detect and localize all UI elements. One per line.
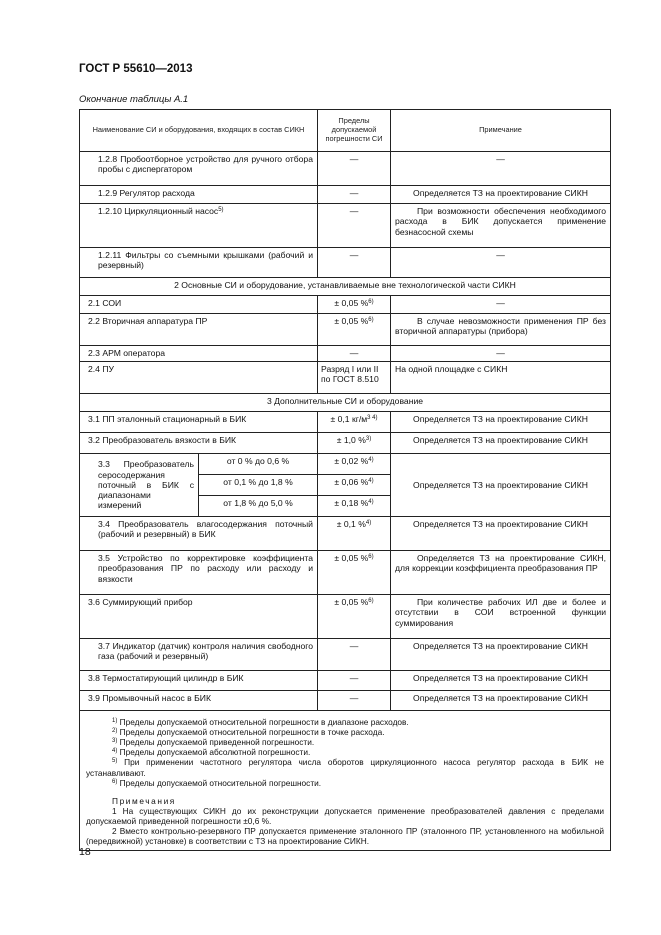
- row-note: В случае невозможности применения ПР без вторичной аппаратуры (прибора): [391, 314, 611, 346]
- table-row: [80, 691, 611, 711]
- table-row: [80, 412, 611, 433]
- table-row: [80, 362, 611, 394]
- row-limit: ± 0,05 %$^{6)}$: [318, 551, 391, 595]
- table-row: [80, 639, 611, 671]
- section-row: [80, 278, 611, 296]
- row-note: —: [391, 248, 611, 278]
- row-limit: —: [318, 204, 391, 248]
- note-item: 2 Вместо контрольно-резервного ПР допускается применение эталонного ПР (эталонного ПР, установленного на мобильной (передвижной) установке) в соответствии с ТЗ на проектирование СИКН.: [86, 826, 604, 847]
- row-limit: ± 0,05 %$^{6)}$: [318, 314, 391, 346]
- footnote: $^{6)}$ Пределы допускаемой относительной погрешности.: [112, 777, 322, 788]
- footnotes-cell: [80, 711, 611, 851]
- row-note: Определяется ТЗ на проектирование СИКН: [391, 671, 611, 691]
- row-note: На одной площадке с СИКН: [391, 362, 611, 394]
- row-limit: ± 0,05 %$^{6)}$: [318, 595, 391, 639]
- row-note: Определяется ТЗ на проектирование СИКН: [391, 639, 611, 671]
- section-title: 3 Дополнительные СИ и оборудование: [80, 394, 611, 412]
- row-name: 3.7 Индикатор (датчик) контроля наличия свободного газа (рабочий и резервный): [80, 639, 318, 671]
- note-item: 1 На существующих СИКН до их реконструкции допускается применение преобразователей давления с пределами допускаемой приведенной погрешности ±0,6 %.: [86, 805, 604, 826]
- row-name: 2.4 ПУ: [80, 362, 318, 394]
- row-limit: ± 0,02 %$^{4)}$: [318, 454, 391, 475]
- table-row: [80, 248, 611, 278]
- footnote: $^{1)}$ Пределы допускаемой относительной погрешности в диапазоне расходов.: [112, 717, 409, 727]
- row-note: Определяется ТЗ на проектирование СИКН: [391, 412, 611, 433]
- table-row: [80, 314, 611, 346]
- row-limit: ± 0,1 %$^{4)}$: [318, 517, 391, 551]
- row-name: 3.1 ПП эталонный стационарный в БИК: [80, 412, 318, 433]
- row-name: 3.4 Преобразователь влагосодержания поточный (рабочий и резервный) в БИК: [80, 517, 318, 551]
- table-row: [80, 551, 611, 595]
- row-name: 2.3 АРМ оператора: [80, 346, 318, 362]
- row-name: 1.2.9 Регулятор расхода: [80, 186, 318, 204]
- row-name: 3.6 Суммирующий прибор: [80, 595, 318, 639]
- row-name: 3.8 Термостатирующий цилиндр в БИК: [80, 671, 318, 691]
- equipment-table: [79, 109, 611, 851]
- range-cell: от 0 % до 0,6 %: [199, 454, 318, 475]
- table-row: [80, 152, 611, 186]
- row-name: 3.5 Устройство по корректировке коэффициента преобразования ПР по расходу или расходу и вязкости: [80, 551, 318, 595]
- row-name: 2.1 СОИ: [80, 296, 318, 314]
- row-note: —: [391, 296, 611, 314]
- row-limit: —: [318, 152, 391, 186]
- footnotes-row: [80, 711, 611, 851]
- row-limit: ± 0,06 %$^{4)}$: [318, 475, 391, 496]
- table-row: [80, 186, 611, 204]
- table-header-row: [80, 110, 611, 152]
- row-name: 3.9 Промывочный насос в БИК: [80, 691, 318, 711]
- section-title: 2 Основные СИ и оборудование, устанавливаемые вне технологической части СИКН: [80, 278, 611, 296]
- table-row: [80, 595, 611, 639]
- row-name: 3.3 Преобразователь серосодержания поточный в БИК с диапазонами измерений: [80, 454, 199, 517]
- row-name: 3.2 Преобразователь вязкости в БИК: [80, 433, 318, 454]
- row-name: 1.2.10 Циркуляционный насос$^{5)}$: [80, 204, 318, 248]
- row-limit: —: [318, 671, 391, 691]
- row-note: —: [391, 346, 611, 362]
- row-note: —: [391, 152, 611, 186]
- row-limit: —: [318, 691, 391, 711]
- page-number: 18: [79, 846, 91, 858]
- footnote: $^{4)}$ Пределы допускаемой абсолютной погрешности.: [112, 747, 311, 758]
- row-limit: —: [318, 248, 391, 278]
- table-row: [80, 671, 611, 691]
- row-limit: ± 0,18 %$^{4)}$: [318, 496, 391, 517]
- row-note: При количестве рабочих ИЛ две и более и отсутствии в СОИ встроенной функции суммирования: [391, 595, 611, 639]
- row-note: При возможности обеспечения необходимого расхода в БИК допускается применение безнасосной схемы: [391, 204, 611, 248]
- row-limit: —: [318, 639, 391, 671]
- column-header-name: Наименование СИ и оборудования, входящих в состав СИКН: [80, 110, 318, 152]
- row-note: Определяется ТЗ на проектирование СИКН, для коррекции коэффициента преобразования ПР: [391, 551, 611, 595]
- section-row: [80, 394, 611, 412]
- row-note: Определяется ТЗ на проектирование СИКН: [391, 186, 611, 204]
- table-caption: Окончание таблицы А.1: [79, 94, 189, 105]
- footnote: $^{2)}$ Пределы допускаемой относительной погрешности в точке расхода.: [112, 727, 385, 738]
- row-limit: ± 1,0 %$^{3)}$: [318, 433, 391, 454]
- row-limit: ± 0,05 %$^{6)}$: [318, 296, 391, 314]
- table-row: [80, 454, 611, 475]
- row-limit: ± 0,1 $кг/м^{3 4)}$: [318, 412, 391, 433]
- row-note: Определяется ТЗ на проектирование СИКН: [391, 454, 611, 517]
- table-row: [80, 296, 611, 314]
- row-limit: Разряд I или II по ГОСТ 8.510: [318, 362, 391, 394]
- document-header: ГОСТ Р 55610—2013: [79, 63, 193, 75]
- footnote: $^{5)}$ При применении частотного регулятора числа оборотов циркуляционного насоса регулятор расхода в БИК не устанавливают.: [86, 757, 604, 778]
- table-row: [80, 346, 611, 362]
- row-note: Определяется ТЗ на проектирование СИКН: [391, 433, 611, 454]
- table-row: [80, 517, 611, 551]
- row-name: 2.2 Вторичная аппаратура ПР: [80, 314, 318, 346]
- table-row: [80, 433, 611, 454]
- row-name: 1.2.11 Фильтры со съемными крышками (рабочий и резервный): [80, 248, 318, 278]
- row-note: Определяется ТЗ на проектирование СИКН: [391, 691, 611, 711]
- table-row: [80, 204, 611, 248]
- row-limit: —: [318, 186, 391, 204]
- row-note: Определяется ТЗ на проектирование СИКН: [391, 517, 611, 551]
- column-header-limits: Пределы допускаемой погрешности СИ: [318, 110, 391, 152]
- range-cell: от 1,8 % до 5,0 %: [199, 496, 318, 517]
- range-cell: от 0,1 % до 1,8 %: [199, 475, 318, 496]
- footnote: $^{3)}$ Пределы допускаемой приведенной погрешности.: [112, 737, 315, 748]
- notes-heading: Примечания: [112, 795, 176, 806]
- row-name: 1.2.8 Пробоотборное устройство для ручного отбора пробы с диспергатором: [80, 152, 318, 186]
- column-header-note: Примечание: [391, 110, 611, 152]
- row-limit: —: [318, 346, 391, 362]
